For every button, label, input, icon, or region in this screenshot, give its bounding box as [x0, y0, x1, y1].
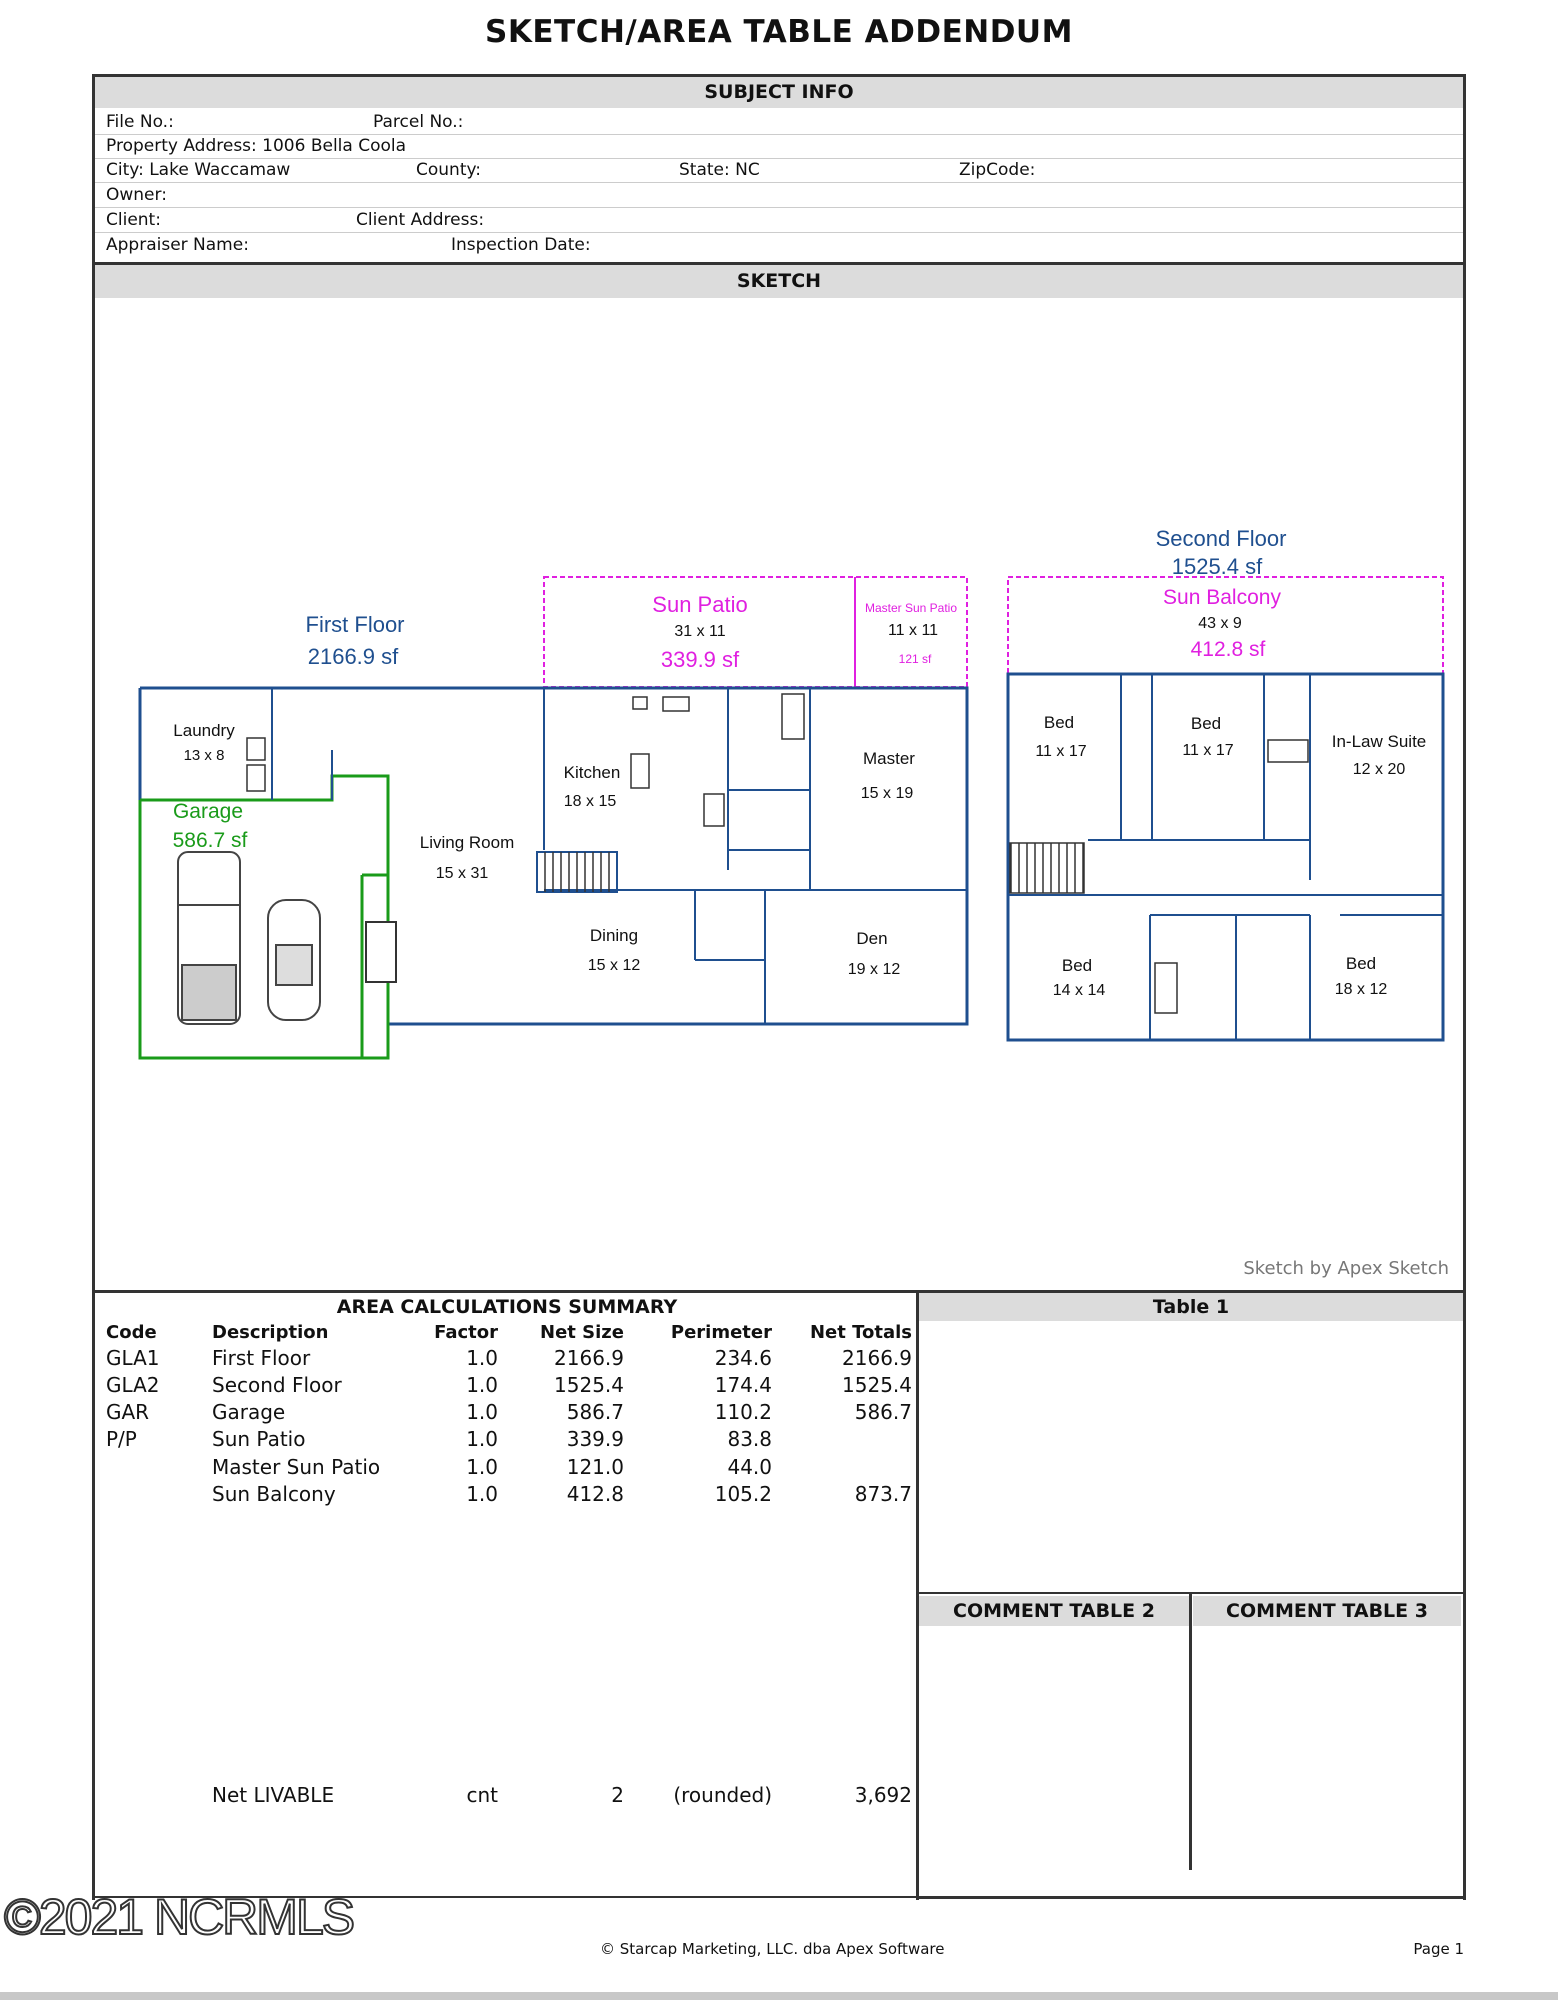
- row-net: 339.9: [566, 1427, 624, 1451]
- row-factor: 1.0: [466, 1427, 498, 1451]
- col-net-totals: Net Totals: [809, 1322, 912, 1343]
- city: City: Lake Waccamaw: [106, 160, 291, 180]
- room-name-laundry: Laundry: [173, 721, 235, 740]
- bottom-strip: [0, 1992, 1558, 2000]
- row-desc: Garage: [212, 1400, 286, 1424]
- net-livable-rounded: (rounded): [673, 1783, 772, 1807]
- col-perimeter: Perimeter: [670, 1322, 772, 1343]
- row-desc: Sun Balcony: [212, 1482, 336, 1506]
- row-factor: 1.0: [466, 1455, 498, 1479]
- second-floor-area: 1525.4 sf: [1171, 554, 1263, 579]
- row-desc: Master Sun Patio: [212, 1455, 381, 1479]
- row-code: P/P: [106, 1427, 137, 1451]
- client: Client:: [106, 210, 161, 230]
- master-sun-patio-label: Master Sun Patio: [864, 601, 958, 615]
- room-dims-bed-4: 18 x 12: [1334, 981, 1388, 998]
- row-code: GLA2: [106, 1373, 160, 1397]
- row-perim: 83.8: [727, 1427, 772, 1451]
- page-title: SKETCH/AREA TABLE ADDENDUM: [485, 14, 1073, 50]
- fireplace-icon: [366, 922, 396, 982]
- row-desc: Second Floor: [212, 1373, 342, 1397]
- owner: Owner:: [106, 185, 167, 205]
- first-floor-label: First Floor: [305, 612, 405, 637]
- net-livable-factor: cnt: [466, 1783, 498, 1807]
- net-livable-total: 3,692: [854, 1783, 912, 1807]
- room-name-dining: Dining: [589, 926, 639, 945]
- room-dims-master: 15 x 19: [860, 785, 914, 802]
- sun-patio-area: 339.9 sf: [660, 647, 740, 672]
- client-address: Client Address:: [356, 210, 485, 230]
- row-code: GAR: [106, 1400, 150, 1424]
- row-total: 873.7: [854, 1482, 912, 1506]
- garage-label: Garage: [172, 800, 244, 823]
- room-name-kitchen: Kitchen: [563, 763, 621, 782]
- row-perim: 174.4: [714, 1373, 772, 1397]
- room-dims-living-room: 15 x 31: [435, 865, 489, 882]
- room-name-living-room: Living Room: [419, 833, 515, 852]
- area-summary-header: AREA CALCULATIONS SUMMARY: [336, 1296, 678, 1318]
- county: County:: [416, 160, 482, 180]
- room-name-bed-1: Bed: [1043, 713, 1075, 732]
- watermark: ©2021 NCRMLS: [4, 1889, 354, 1945]
- sun-balcony-label: Sun Balcony: [1163, 586, 1281, 609]
- row-net: 1525.4: [554, 1373, 624, 1397]
- row-perim: 110.2: [714, 1400, 772, 1424]
- row-total: 2166.9: [842, 1346, 912, 1370]
- room-name-bed-3: Bed: [1061, 956, 1093, 975]
- row-net: 586.7: [566, 1400, 624, 1424]
- row-desc: First Floor: [212, 1346, 311, 1370]
- row-factor: 1.0: [466, 1346, 498, 1370]
- footer-page: Page 1: [1413, 1940, 1464, 1958]
- room-dims-kitchen: 18 x 15: [563, 793, 617, 810]
- first-floor-area: 2166.9 sf: [307, 644, 399, 669]
- col-code: Code: [106, 1322, 157, 1343]
- row-net: 2166.9: [554, 1346, 624, 1370]
- footer-copyright: © Starcap Marketing, LLC. dba Apex Software: [600, 1940, 945, 1958]
- comment-divider: [1189, 1594, 1192, 1870]
- row-perim: 44.0: [727, 1455, 772, 1479]
- room-dims-dining: 15 x 12: [587, 957, 641, 974]
- second-floor-label: Second Floor: [1155, 526, 1287, 551]
- table1-header: Table 1: [919, 1293, 1463, 1321]
- row-net: 121.0: [566, 1455, 624, 1479]
- room-name-master: Master: [863, 749, 915, 768]
- subject-info-header: SUBJECT INFO: [95, 77, 1463, 108]
- room-name-den: Den: [856, 929, 888, 948]
- state: State: NC: [679, 160, 760, 180]
- sun-balcony-area: 412.8 sf: [1190, 638, 1266, 661]
- sketch-credit: Sketch by Apex Sketch: [1243, 1258, 1449, 1279]
- table-divider-vertical: [916, 1290, 919, 1900]
- row-total: 586.7: [854, 1400, 912, 1424]
- row-net: 412.8: [566, 1482, 624, 1506]
- net-livable-count: 2: [611, 1783, 624, 1807]
- file-no-label: File No.:: [106, 112, 174, 132]
- master-sun-patio-dims: 11 x 11: [887, 622, 939, 639]
- row-code: GLA1: [106, 1346, 160, 1370]
- zipcode: ZipCode:: [959, 160, 1036, 180]
- room-name-in-law-suite: In-Law Suite: [1331, 732, 1427, 751]
- divider: [916, 1896, 1466, 1899]
- parcel-no-label: Parcel No.:: [373, 112, 464, 132]
- col-net-size: Net Size: [540, 1322, 624, 1343]
- car-icon: [268, 900, 320, 1020]
- truck-icon: [178, 852, 240, 1024]
- appraiser-name: Appraiser Name:: [106, 235, 249, 255]
- room-name-bed-4: Bed: [1345, 954, 1377, 973]
- room-dims-bed-1: 11 x 17: [1035, 743, 1087, 760]
- comment-table-3-header: COMMENT TABLE 3: [1193, 1596, 1461, 1626]
- garage-area: 586.7 sf: [172, 829, 248, 852]
- property-address: Property Address: 1006 Bella Coola: [106, 136, 407, 156]
- sun-patio-label: Sun Patio: [652, 592, 748, 617]
- room-dims-den: 19 x 12: [847, 961, 901, 978]
- row-total: 1525.4: [842, 1373, 912, 1397]
- room-dims-in-law-suite: 12 x 20: [1352, 761, 1406, 778]
- comment-table-2-header: COMMENT TABLE 2: [919, 1596, 1189, 1626]
- row-desc: Sun Patio: [212, 1427, 306, 1451]
- row-perim: 105.2: [714, 1482, 772, 1506]
- sun-patio-dims: 31 x 11: [674, 623, 726, 640]
- room-dims-laundry: 13 x 8: [183, 747, 225, 764]
- net-livable-label: Net LIVABLE: [212, 1783, 335, 1807]
- sketch-header: SKETCH: [95, 265, 1463, 298]
- row-factor: 1.0: [466, 1482, 498, 1506]
- row-factor: 1.0: [466, 1400, 498, 1424]
- col-factor: Factor: [434, 1322, 498, 1343]
- sun-balcony-dims: 43 x 9: [1198, 615, 1242, 632]
- col-description: Description: [212, 1322, 329, 1343]
- master-sun-patio-area: 121 sf: [898, 652, 932, 666]
- row-perim: 234.6: [714, 1346, 772, 1370]
- row-factor: 1.0: [466, 1373, 498, 1397]
- room-dims-bed-2: 11 x 17: [1182, 742, 1234, 759]
- room-dims-bed-3: 14 x 14: [1052, 982, 1106, 999]
- room-name-bed-2: Bed: [1190, 714, 1222, 733]
- inspection-date: Inspection Date:: [451, 235, 591, 255]
